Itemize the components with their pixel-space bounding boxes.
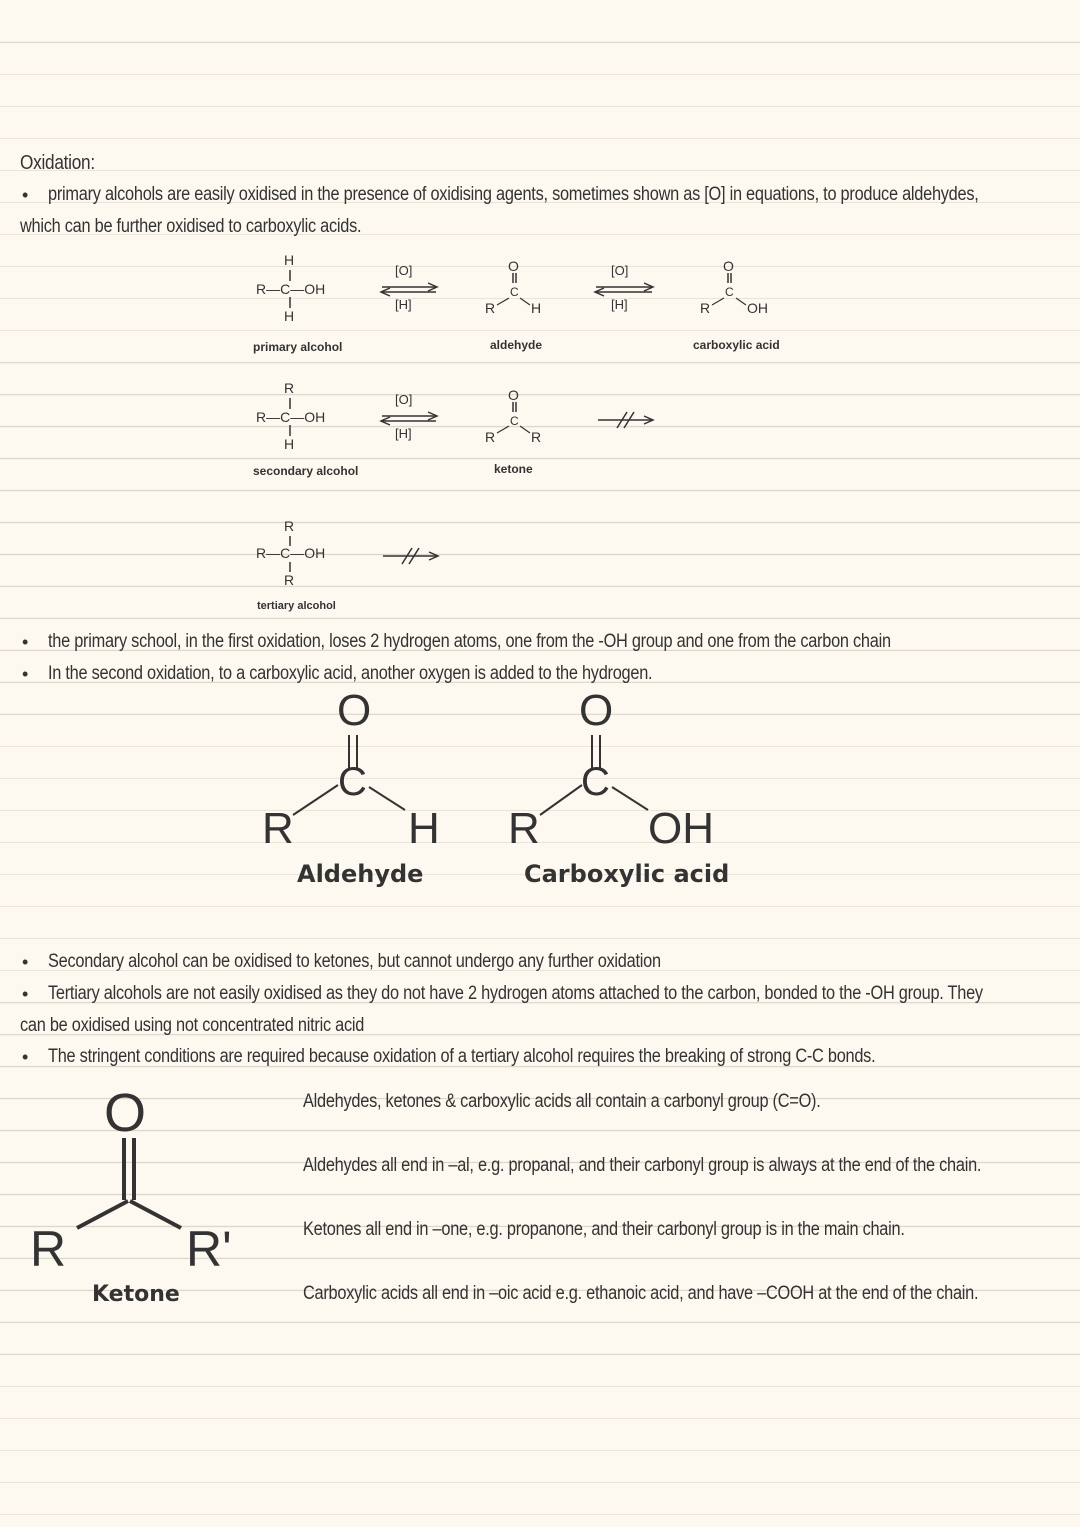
ketone-small-o: O bbox=[508, 387, 519, 403]
primary-top-atom: H bbox=[284, 252, 295, 268]
ketone-big-bonds bbox=[77, 1138, 181, 1228]
acid-big-c: C bbox=[581, 760, 610, 804]
equilibrium-arrow-3 bbox=[381, 412, 437, 425]
reductant-label-2: [H] bbox=[611, 297, 628, 312]
aldehyde-big-o: O bbox=[337, 686, 372, 735]
carbonyl-note-3: Ketones all end in –one, e.g. propanone, and their carbonyl group is in the main chain. bbox=[303, 1219, 905, 1240]
acid-big-oh: OH bbox=[648, 804, 714, 853]
ketone-small-r2: R bbox=[531, 429, 542, 445]
oxidant-label-3: [O] bbox=[395, 392, 413, 407]
aldehyde-small-h: H bbox=[531, 300, 542, 316]
aldehyde-small-o: O bbox=[508, 258, 519, 274]
secondary-top-atom: R bbox=[284, 380, 295, 396]
bullet-dot: • bbox=[22, 952, 29, 972]
mid-bullet-1: the primary school, in the first oxidation, loses 2 hydrogen atoms, one from the -OH group and one from the carbon chain bbox=[48, 631, 891, 652]
equilibrium-arrow-2 bbox=[595, 283, 653, 296]
aldehyde-big-r: R bbox=[262, 804, 294, 853]
oxidant-label-1: [O] bbox=[395, 263, 413, 278]
tertiary-top-atom: R bbox=[284, 518, 295, 534]
secondary-formula: R—C—OH bbox=[256, 409, 326, 425]
lower-bullet-2-cont: can be oxidised using not concentrated nitric acid bbox=[20, 1015, 365, 1036]
ketone-big-o: O bbox=[104, 1083, 147, 1143]
acid-small-o: O bbox=[723, 258, 734, 274]
aldehyde-big-caption: Aldehyde bbox=[297, 860, 424, 888]
carbonyl-note-2: Aldehydes all end in –al, e.g. propanal, and their carbonyl group is always at the end of the chain. bbox=[303, 1155, 982, 1176]
carbonyl-note-1: Aldehydes, ketones & carboxylic acids all contain a carbonyl group (C=O). bbox=[303, 1091, 821, 1112]
lower-bullet-1: Secondary alcohol can be oxidised to ketones, but cannot undergo any further oxidation bbox=[48, 951, 661, 972]
no-reaction-arrow-2 bbox=[383, 548, 438, 564]
oxidant-label-2: [O] bbox=[611, 263, 629, 278]
tertiary-formula: R—C—OH bbox=[256, 545, 326, 561]
ketone-small-c: C bbox=[510, 414, 519, 428]
carbonyl-note-4: Carboxylic acids all end in –oic acid e.g. ethanoic acid, and have –COOH at the end of the chain. bbox=[303, 1283, 979, 1304]
lower-bullet-3: The stringent conditions are required because oxidation of a tertiary alcohol requires the breaking of strong C-C bonds. bbox=[48, 1046, 876, 1067]
equilibrium-arrow-1 bbox=[381, 283, 437, 296]
acid-big-o: O bbox=[579, 686, 614, 735]
lower-bullet-2: Tertiary alcohols are not easily oxidised as they do not have 2 hydrogen atoms attached to the carbon, bonded to the -OH group. They bbox=[48, 983, 983, 1004]
bullet-dot: • bbox=[22, 632, 29, 652]
acid-small-c: C bbox=[725, 285, 734, 299]
secondary-bottom-atom: H bbox=[284, 436, 295, 452]
reductant-label-3: [H] bbox=[395, 426, 412, 441]
intro-line-1: primary alcohols are easily oxidised in the presence of oxidising agents, sometimes shown as [O] in equations, to produce aldehydes, bbox=[48, 184, 979, 205]
tertiary-alcohol-caption: tertiary alcohol bbox=[257, 600, 336, 612]
no-reaction-arrow-1 bbox=[598, 412, 653, 428]
bullet-dot: • bbox=[22, 185, 29, 205]
aldehyde-big-c: C bbox=[338, 760, 367, 804]
ketone-big-r-prime: R' bbox=[186, 1221, 232, 1277]
ketone-caption: ketone bbox=[494, 462, 533, 476]
reductant-label-1: [H] bbox=[395, 297, 412, 312]
acid-small-oh: OH bbox=[747, 300, 768, 316]
aldehyde-small-c: C bbox=[510, 285, 519, 299]
aldehyde-small-r: R bbox=[485, 300, 496, 316]
bullet-dot: • bbox=[22, 664, 29, 684]
primary-alcohol-caption: primary alcohol bbox=[253, 340, 343, 354]
secondary-alcohol-caption: secondary alcohol bbox=[253, 464, 359, 478]
ketone-small-r1: R bbox=[485, 429, 496, 445]
primary-formula: R—C—OH bbox=[256, 281, 326, 297]
acid-small-r: R bbox=[700, 300, 711, 316]
bullet-dot: • bbox=[22, 1047, 29, 1067]
primary-bottom-atom: H bbox=[284, 308, 295, 324]
tertiary-bottom-atom: R bbox=[284, 572, 295, 588]
ketone-big-r: R bbox=[30, 1221, 67, 1277]
bullet-dot: • bbox=[22, 984, 29, 1004]
mid-bullet-2: In the second oxidation, to a carboxylic acid, another oxygen is added to the hydrogen. bbox=[48, 663, 653, 684]
aldehyde-caption: aldehyde bbox=[490, 338, 543, 352]
carboxylic-acid-caption: carboxylic acid bbox=[693, 338, 780, 352]
acid-big-r: R bbox=[508, 804, 540, 853]
acid-big-caption: Carboxylic acid bbox=[524, 860, 730, 888]
intro-line-2: which can be further oxidised to carboxylic acids. bbox=[20, 216, 362, 237]
ketone-big-caption: Ketone bbox=[92, 1282, 180, 1307]
aldehyde-big-h: H bbox=[408, 804, 440, 853]
section-heading: Oxidation: bbox=[20, 152, 95, 174]
